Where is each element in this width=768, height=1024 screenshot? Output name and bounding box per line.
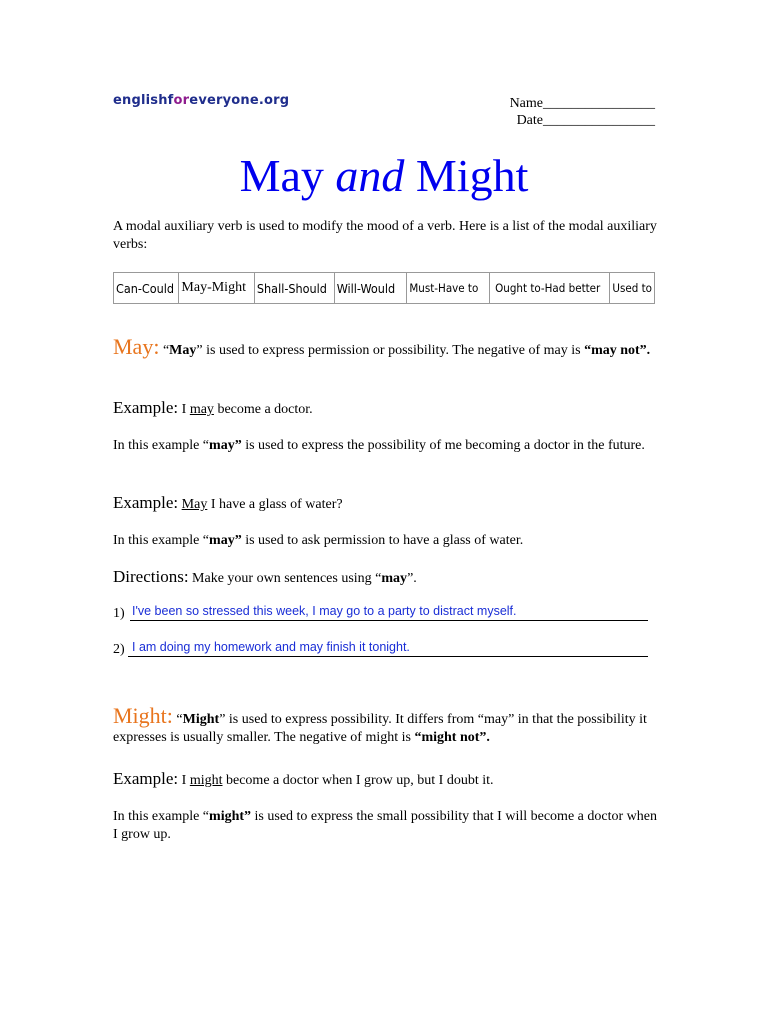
modal-cell: Shall-Should <box>254 273 334 304</box>
answer-text-2[interactable]: I am doing my homework and may finish it tonight. <box>132 640 410 654</box>
modal-cell: Must-Have to <box>407 273 490 304</box>
answer-number-1: 1) <box>113 606 125 621</box>
might-heading: Might: <box>113 703 173 728</box>
may-explanation-2: In this example “may” is used to ask permission to have a glass of water. <box>113 533 524 548</box>
name-field[interactable]: Name________________ <box>509 96 655 111</box>
may-directions: Directions: Make your own sentences using “may”. <box>113 567 417 586</box>
may-example-1: Example: I may become a doctor. <box>113 398 313 417</box>
intro-paragraph: A modal auxiliary verb is used to modify the mood of a verb. Here is a list of the modal auxiliary verbs: <box>113 219 657 252</box>
might-example: Example: I might become a doctor when I grow up, but I doubt it. <box>113 769 494 788</box>
may-heading: May: <box>113 334 160 359</box>
modal-cell: Used to <box>610 273 655 304</box>
date-field[interactable]: Date________________ <box>516 113 655 128</box>
answer-line-2 <box>128 656 648 657</box>
modal-cell: Ought to-Had better <box>490 273 610 304</box>
may-explanation-1: In this example “may” is used to express the possibility of me becoming a doctor in the future. <box>113 438 645 453</box>
may-example-2: Example: May I have a glass of water? <box>113 493 343 512</box>
modal-cell: May-Might <box>179 273 255 304</box>
name-date-fields <box>510 95 655 129</box>
modal-cell: Can-Could <box>114 273 179 304</box>
answer-line-1 <box>130 620 648 621</box>
might-explanation: In this example “might” is used to express the small possibility that I will become a doctor when I grow up. <box>113 809 657 842</box>
page-title: May and Might <box>239 150 529 201</box>
modal-cell: Will-Would <box>334 273 407 304</box>
may-definition: May: “May” is used to express permission or possibility. The negative of may is “may not”. <box>113 334 651 359</box>
modal-verbs-table <box>113 272 655 304</box>
site-logo: englishforeveryone.org <box>113 93 290 108</box>
answer-text-1[interactable]: I've been so stressed this week, I may go to a party to distract myself. <box>132 604 517 618</box>
might-definition: Might: “Might” is used to express possibility. It differs from “may” in that the possibility it expresses is usually smaller. The negative of might is “might not”. <box>113 703 647 745</box>
answer-number-2: 2) <box>113 642 125 657</box>
